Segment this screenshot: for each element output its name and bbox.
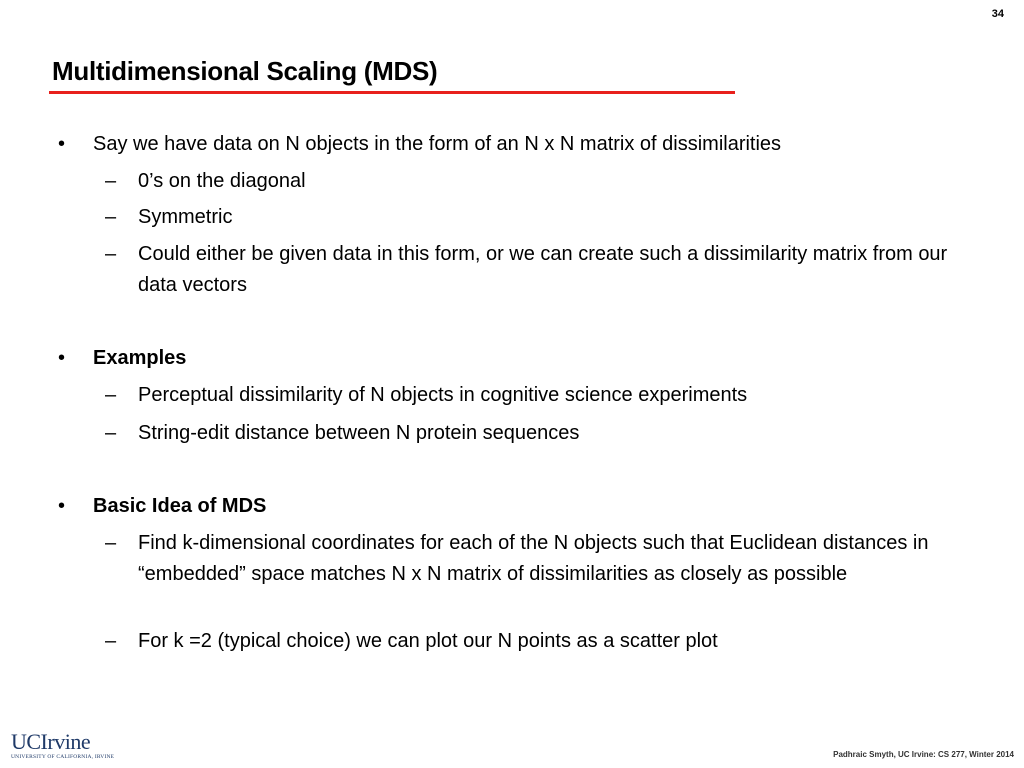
dash-marker: – xyxy=(105,422,117,444)
sub-bullet-text: Find k-dimensional coordinates for each of the N objects such that Euclidean distances in “embedded” space matches N x N matrix of dissimilarities as closely as possible xyxy=(138,532,929,585)
logo-wordmark: UCIrvine xyxy=(11,729,91,754)
sub-bullet-text: String-edit distance between N protein sequences xyxy=(138,422,580,444)
bullet-text: Say we have data on N objects in the form of an N x N matrix of dissimilarities xyxy=(93,133,782,155)
bullet-marker: • xyxy=(58,133,66,155)
sub-bullet-text: Perceptual dissimilarity of N objects in cognitive science experiments xyxy=(138,384,748,406)
uc-irvine-logo xyxy=(11,729,115,767)
sub-bullet-text: For k =2 (typical choice) we can plot our N points as a scatter plot xyxy=(138,630,718,652)
sub-bullet-text: Symmetric xyxy=(138,206,233,228)
bullet-marker: • xyxy=(58,347,66,369)
dash-marker: – xyxy=(105,206,117,228)
dash-marker: – xyxy=(105,532,117,554)
dash-marker: – xyxy=(105,243,117,265)
sub-bullet-text: 0’s on the diagonal xyxy=(138,170,306,192)
dash-marker: – xyxy=(105,630,117,652)
bullet-marker: • xyxy=(58,495,66,517)
title-underline xyxy=(49,91,735,94)
footer-credit: Padhraic Smyth, UC Irvine: CS 277, Winter 2014 xyxy=(833,750,1014,759)
sub-bullet-text: Could either be given data in this form, or we can create such a dissimilarity matrix from our data vectors xyxy=(138,243,948,296)
slide-title: Multidimensional Scaling (MDS) xyxy=(52,56,438,86)
bullet-heading-examples: Examples xyxy=(93,347,187,369)
logo-subtitle: UNIVERSITY OF CALIFORNIA, IRVINE xyxy=(11,754,115,760)
dash-marker: – xyxy=(105,384,117,406)
slide-number: 34 xyxy=(991,8,1004,20)
dash-marker: – xyxy=(105,170,117,192)
bullet-heading-basic-idea: Basic Idea of MDS xyxy=(93,495,267,517)
